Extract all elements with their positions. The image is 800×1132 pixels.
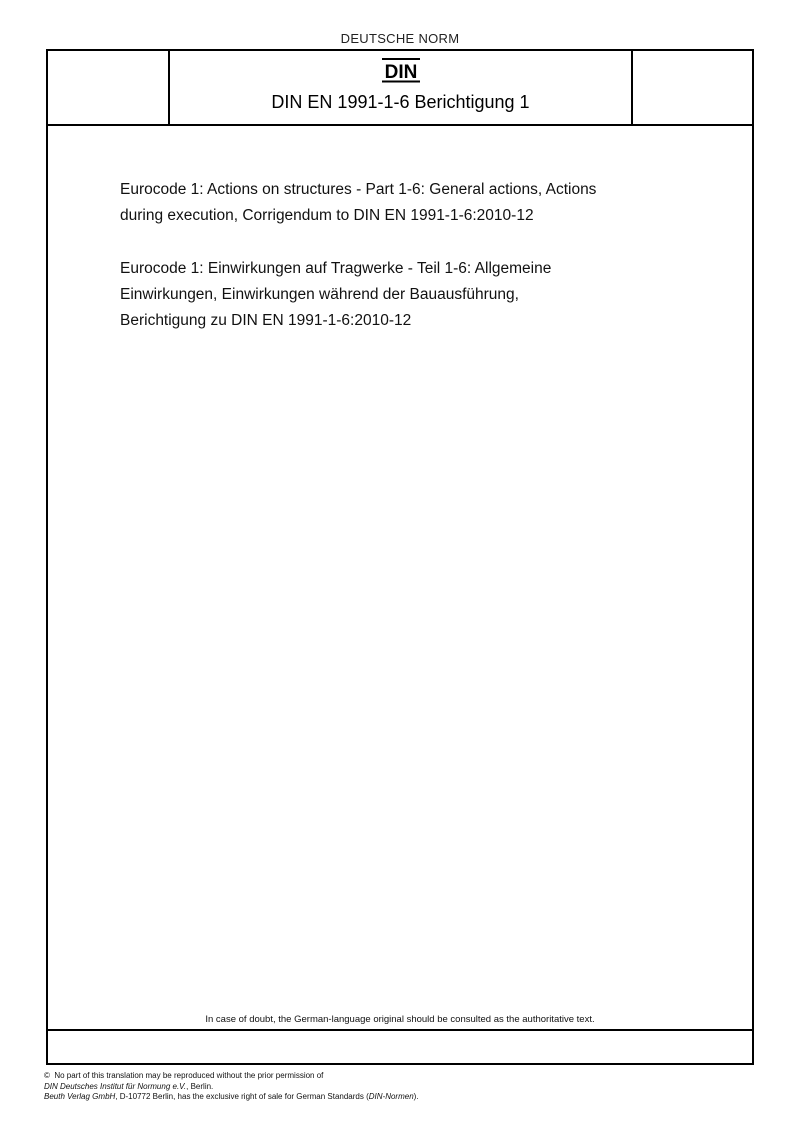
document-number: DIN EN 1991-1-6 Berichtigung 1 <box>271 92 530 112</box>
copyright-line-1: © No part of this translation may be reproduced without the prior permission of <box>44 1071 324 1080</box>
header-row <box>48 51 752 126</box>
english-title-line-2: during execution, Corrigendum to DIN EN 1991-1-6:2010-12 <box>120 207 534 224</box>
header-right-cell <box>631 51 752 124</box>
din-logo-icon <box>381 57 421 83</box>
authoritative-text-note: In case of doubt, the German-language original should be consulted as the authoritative text. <box>205 1014 595 1025</box>
german-title-line-2: Einwirkungen, Einwirkungen während der Bauausführung, <box>120 286 519 303</box>
document-frame <box>46 49 754 1065</box>
standard-type-label: DEUTSCHE NORM <box>340 31 460 46</box>
header-left-cell <box>48 51 170 124</box>
header-center-cell <box>170 51 631 124</box>
din-logo-text: DIN <box>384 62 417 83</box>
copyright-symbol: © <box>44 1071 50 1080</box>
din-logo <box>170 57 631 88</box>
copyright-notice <box>44 1071 419 1103</box>
german-title-line-1: Eurocode 1: Einwirkungen auf Tragwerke - Teil 1-6: Allgemeine <box>120 260 552 277</box>
copyright-line-2: DIN Deutsches Institut für Normung e.V., Berlin. <box>44 1081 214 1091</box>
german-title <box>120 256 700 334</box>
english-title <box>120 177 700 229</box>
english-title-line-1: Eurocode 1: Actions on structures - Part 1-6: General actions, Actions <box>120 181 597 198</box>
title-block <box>120 177 700 361</box>
german-title-line-3: Berichtigung zu DIN EN 1991-1-6:2010-12 <box>120 312 412 329</box>
footer-row <box>48 1029 752 1063</box>
copyright-line-3: Beuth Verlag GmbH, D-10772 Berlin, has the exclusive right of sale for German Standards (DIN-Normen). <box>44 1092 419 1101</box>
